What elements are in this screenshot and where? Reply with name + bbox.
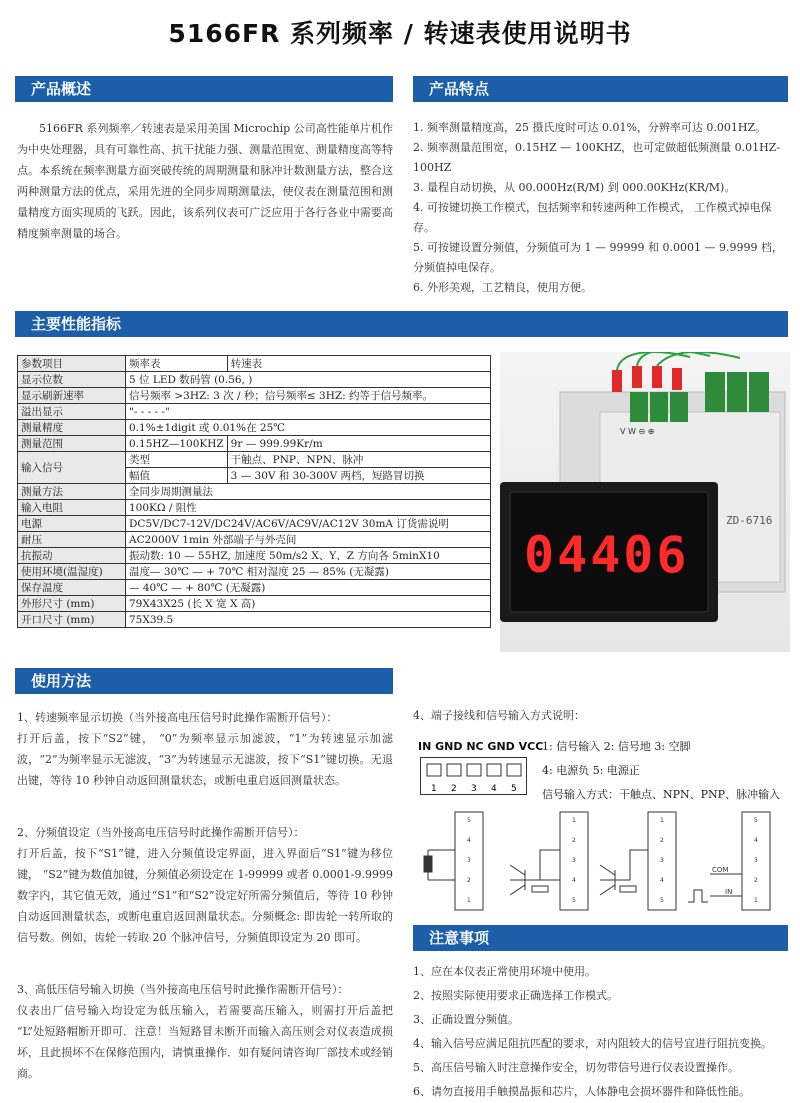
svg-text:1: 1 [754, 897, 758, 904]
notes-list [413, 960, 791, 1103]
led-display: 04406 [524, 526, 690, 584]
svg-text:4: 4 [660, 877, 664, 884]
feature-item: 4. 可按键切换工作模式，包括频率和转速两种工作模式， 工作模式掉电保存。 [413, 201, 772, 234]
svg-text:2: 2 [572, 837, 576, 844]
note-item: 4、输入信号应满足阻抗匹配的要求，对内阻较大的信号宜进行阻抗变换。 [413, 1037, 772, 1050]
svg-text:2: 2 [660, 837, 664, 844]
legend-line: 4: 电源负 5: 电源正 [542, 764, 640, 777]
features-heading: 产品特点 [413, 76, 788, 102]
pin-number: 1 [431, 784, 437, 794]
usage-step3-title: 3、高低压信号输入切换（当外接高电压信号时此操作需断开信号）： [17, 983, 349, 996]
usage-heading: 使用方法 [15, 668, 393, 694]
svg-text:5: 5 [660, 897, 664, 904]
usage-step1-title: 1、转速频率显示切换（当外接高电压信号时此操作需断开信号）： [17, 711, 338, 724]
spec-table [17, 355, 491, 628]
wiring-diagrams [420, 810, 790, 914]
table-row: 显示位数 5 位 LED 数码管 (0.56, ) [18, 372, 491, 388]
com-label: COM [712, 866, 729, 874]
table-row: 输入信号 类型 干触点、PNP、NPN、脉冲 [18, 452, 491, 468]
table-row: 输入电阻 100KΩ / 阻性 [18, 500, 491, 516]
table-row: 耐压 AC2000V 1min 外部端子与外壳间 [18, 532, 491, 548]
note-item: 5、高压信号输入时注意操作安全，切勿带信号进行仪表设置操作。 [413, 1061, 739, 1074]
svg-text:1: 1 [572, 817, 576, 824]
usage-step1-text: 打开后盖，按下“S2”键， “0”为频率显示加滤波，“1”为转速显示加滤波，“2”为频率显示无滤波，“3”为转速显示无滤波，按下“S1”键切换。无退出键，等待 10 秒钟自动返回测量状态，或断电重启返回测量状态。 [17, 732, 393, 787]
note-item: 1、应在本仪表正常使用环境中使用。 [413, 965, 596, 978]
legend-line: 1: 信号输入 2: 信号地 3: 空脚 [542, 740, 691, 753]
feature-item: 6. 外形美观，工艺精良，使用方便。 [413, 281, 592, 294]
features-list [413, 118, 791, 298]
legend-line: 信号输入方式：干触点、NPN、PNP、脉冲输入 [542, 788, 781, 801]
pin-number: 2 [451, 784, 457, 794]
pin-number: 4 [491, 784, 497, 794]
table-row: 溢出显示 "- - - - -" [18, 404, 491, 420]
svg-text:3: 3 [660, 857, 664, 864]
table-row: 幅值 3 — 30V 和 30-300V 两档，短路冒切换 [18, 468, 491, 484]
svg-text:1: 1 [467, 897, 471, 904]
feature-item: 1. 频率测量精度高，25 摄氏度时可达 0.01%，分辨率可达 0.001HZ。 [413, 121, 767, 134]
table-row: 参数项目 频率表 转速表 [18, 356, 491, 372]
svg-text:2: 2 [467, 877, 471, 884]
note-item: 3、正确设置分频值。 [413, 1013, 519, 1026]
svg-text:4: 4 [572, 877, 576, 884]
usage-step2-text: 打开后盖，按下“S1”键，进入分频值设定界面，进入界面后“S1”键为移位键， “S2”键为数值加键，分频值必须设定在 1-99999 或者 0.0001-9.9999 数字内，其它值无效，通过“S1”和“S2”设定好所需分频值后，等待 10 秒钟自动返回测量状态，或断电重启返回测量状态。分频概念: 即齿轮一转所取的信号数。例如，齿轮一转取 20 个脉冲信号，分频值即设定为 20 即可。 [17, 847, 393, 944]
svg-text:V W ⊖ ⊕: V W ⊖ ⊕ [620, 427, 655, 436]
table-row: 抗振动 振动数: 10 — 55HZ, 加速度 50m/s2 X、Y、Z 方向各 5minX10 [18, 548, 491, 564]
table-row: 保存温度 — 40℃ — + 80℃ (无凝露) [18, 580, 491, 596]
table-row: 外形尺寸 (mm) 79X43X25 (长 X 宽 X 高) [18, 596, 491, 612]
svg-text:3: 3 [572, 857, 576, 864]
svg-text:4: 4 [467, 837, 471, 844]
notes-heading: 注意事项 [413, 925, 788, 951]
table-row: 使用环境(温湿度) 温度— 30℃ — + 70℃ 相对湿度 25 — 85% (无凝露) [18, 564, 491, 580]
feature-item: 3. 量程自动切换，从 00.000Hz(R/M) 到 000.00KHz(KR/M)。 [413, 181, 736, 194]
svg-text:3: 3 [754, 857, 758, 864]
note-item: 6、请勿直接用手触摸晶振和芯片，人体静电会损坏器件和降低性能。 [413, 1085, 750, 1098]
terminal-block [420, 757, 527, 795]
overview-text: 5166FR 系列频率／转速表是采用美国 Microchip 公司高性能单片机作为中央处理器，具有可靠性高、抗干扰能力强、测量范围宽、测量精度高等特点。本系统在频率测量方面突破传统的周期测量和脉冲计数测量方法，整合这两种测量方法的优点，采用先进的全同步周期测量法，使仪表在测量范围和测量精度方面实现质的飞跃。因此，该系列仪表可广泛应用于各行各业中需要高精度频率测量的场合。 [17, 122, 393, 240]
product-photo [500, 352, 790, 652]
feature-item: 5. 可按键设置分频值，分频值可为 1 — 99999 和 0.0001 — 9.9999 档，分频值掉电保存。 [413, 241, 783, 274]
pin-number: 5 [511, 784, 517, 794]
svg-text:2: 2 [754, 877, 758, 884]
pin-legend [542, 735, 780, 807]
specs-heading: 主要性能指标 [15, 311, 788, 337]
svg-text:1: 1 [660, 817, 664, 824]
usage-step3-text: 仪表出厂信号输入均设定为低压输入，若需要高压输入，则需打开后盖把 “L”处短路帽断开即可．注意！当短路冒未断开而输入高压则会对仪表造成损坏，且此损坏不在保修范围内，请慎重操作．如有疑问请咨询厂部技术或经销商。 [17, 1004, 393, 1080]
overview-heading: 产品概述 [15, 76, 393, 102]
svg-text:3: 3 [467, 857, 471, 864]
svg-text:5: 5 [572, 897, 576, 904]
table-row: 测量范围 0.15HZ—100KHZ 9r — 999.99Kr/m [18, 436, 491, 452]
svg-text:5: 5 [754, 817, 758, 824]
pin-number: 3 [471, 784, 477, 794]
table-row: 电源 DC5V/DC7-12V/DC24V/AC6V/AC9V/AC12V 30mA 订货需说明 [18, 516, 491, 532]
pin-labels: IN GND NC GND VCC [418, 740, 544, 753]
feature-item: 2. 频率测量范围宽，0.15HZ — 100KHZ，也可定做超低频测量 0.01HZ-100HZ [413, 141, 781, 174]
in-label: IN [725, 888, 733, 896]
usage-step2-title: 2、分频值设定（当外接高电压信号时此操作需断开信号）： [17, 826, 305, 839]
svg-text:4: 4 [754, 837, 758, 844]
table-row: 显示刷新速率 信号频率 >3HZ: 3 次 / 秒；信号频率≤ 3HZ: 约等于信号频率。 [18, 388, 491, 404]
note-item: 2、按照实际使用要求正确选择工作模式。 [413, 989, 618, 1002]
document-title: 5166FR 系列频率 / 转速表使用说明书 [168, 19, 632, 48]
table-row: 测量方法 全同步周期测量法 [18, 484, 491, 500]
table-row: 测量精度 0.1%±1digit 或 0.01%在 25℃ [18, 420, 491, 436]
table-row: 开口尺寸 (mm) 75X39.5 [18, 612, 491, 628]
module-label: ZD-6716 [726, 514, 773, 527]
wiring-heading: 4、端子接线和信号输入方式说明： [413, 709, 585, 722]
svg-text:5: 5 [467, 817, 471, 824]
